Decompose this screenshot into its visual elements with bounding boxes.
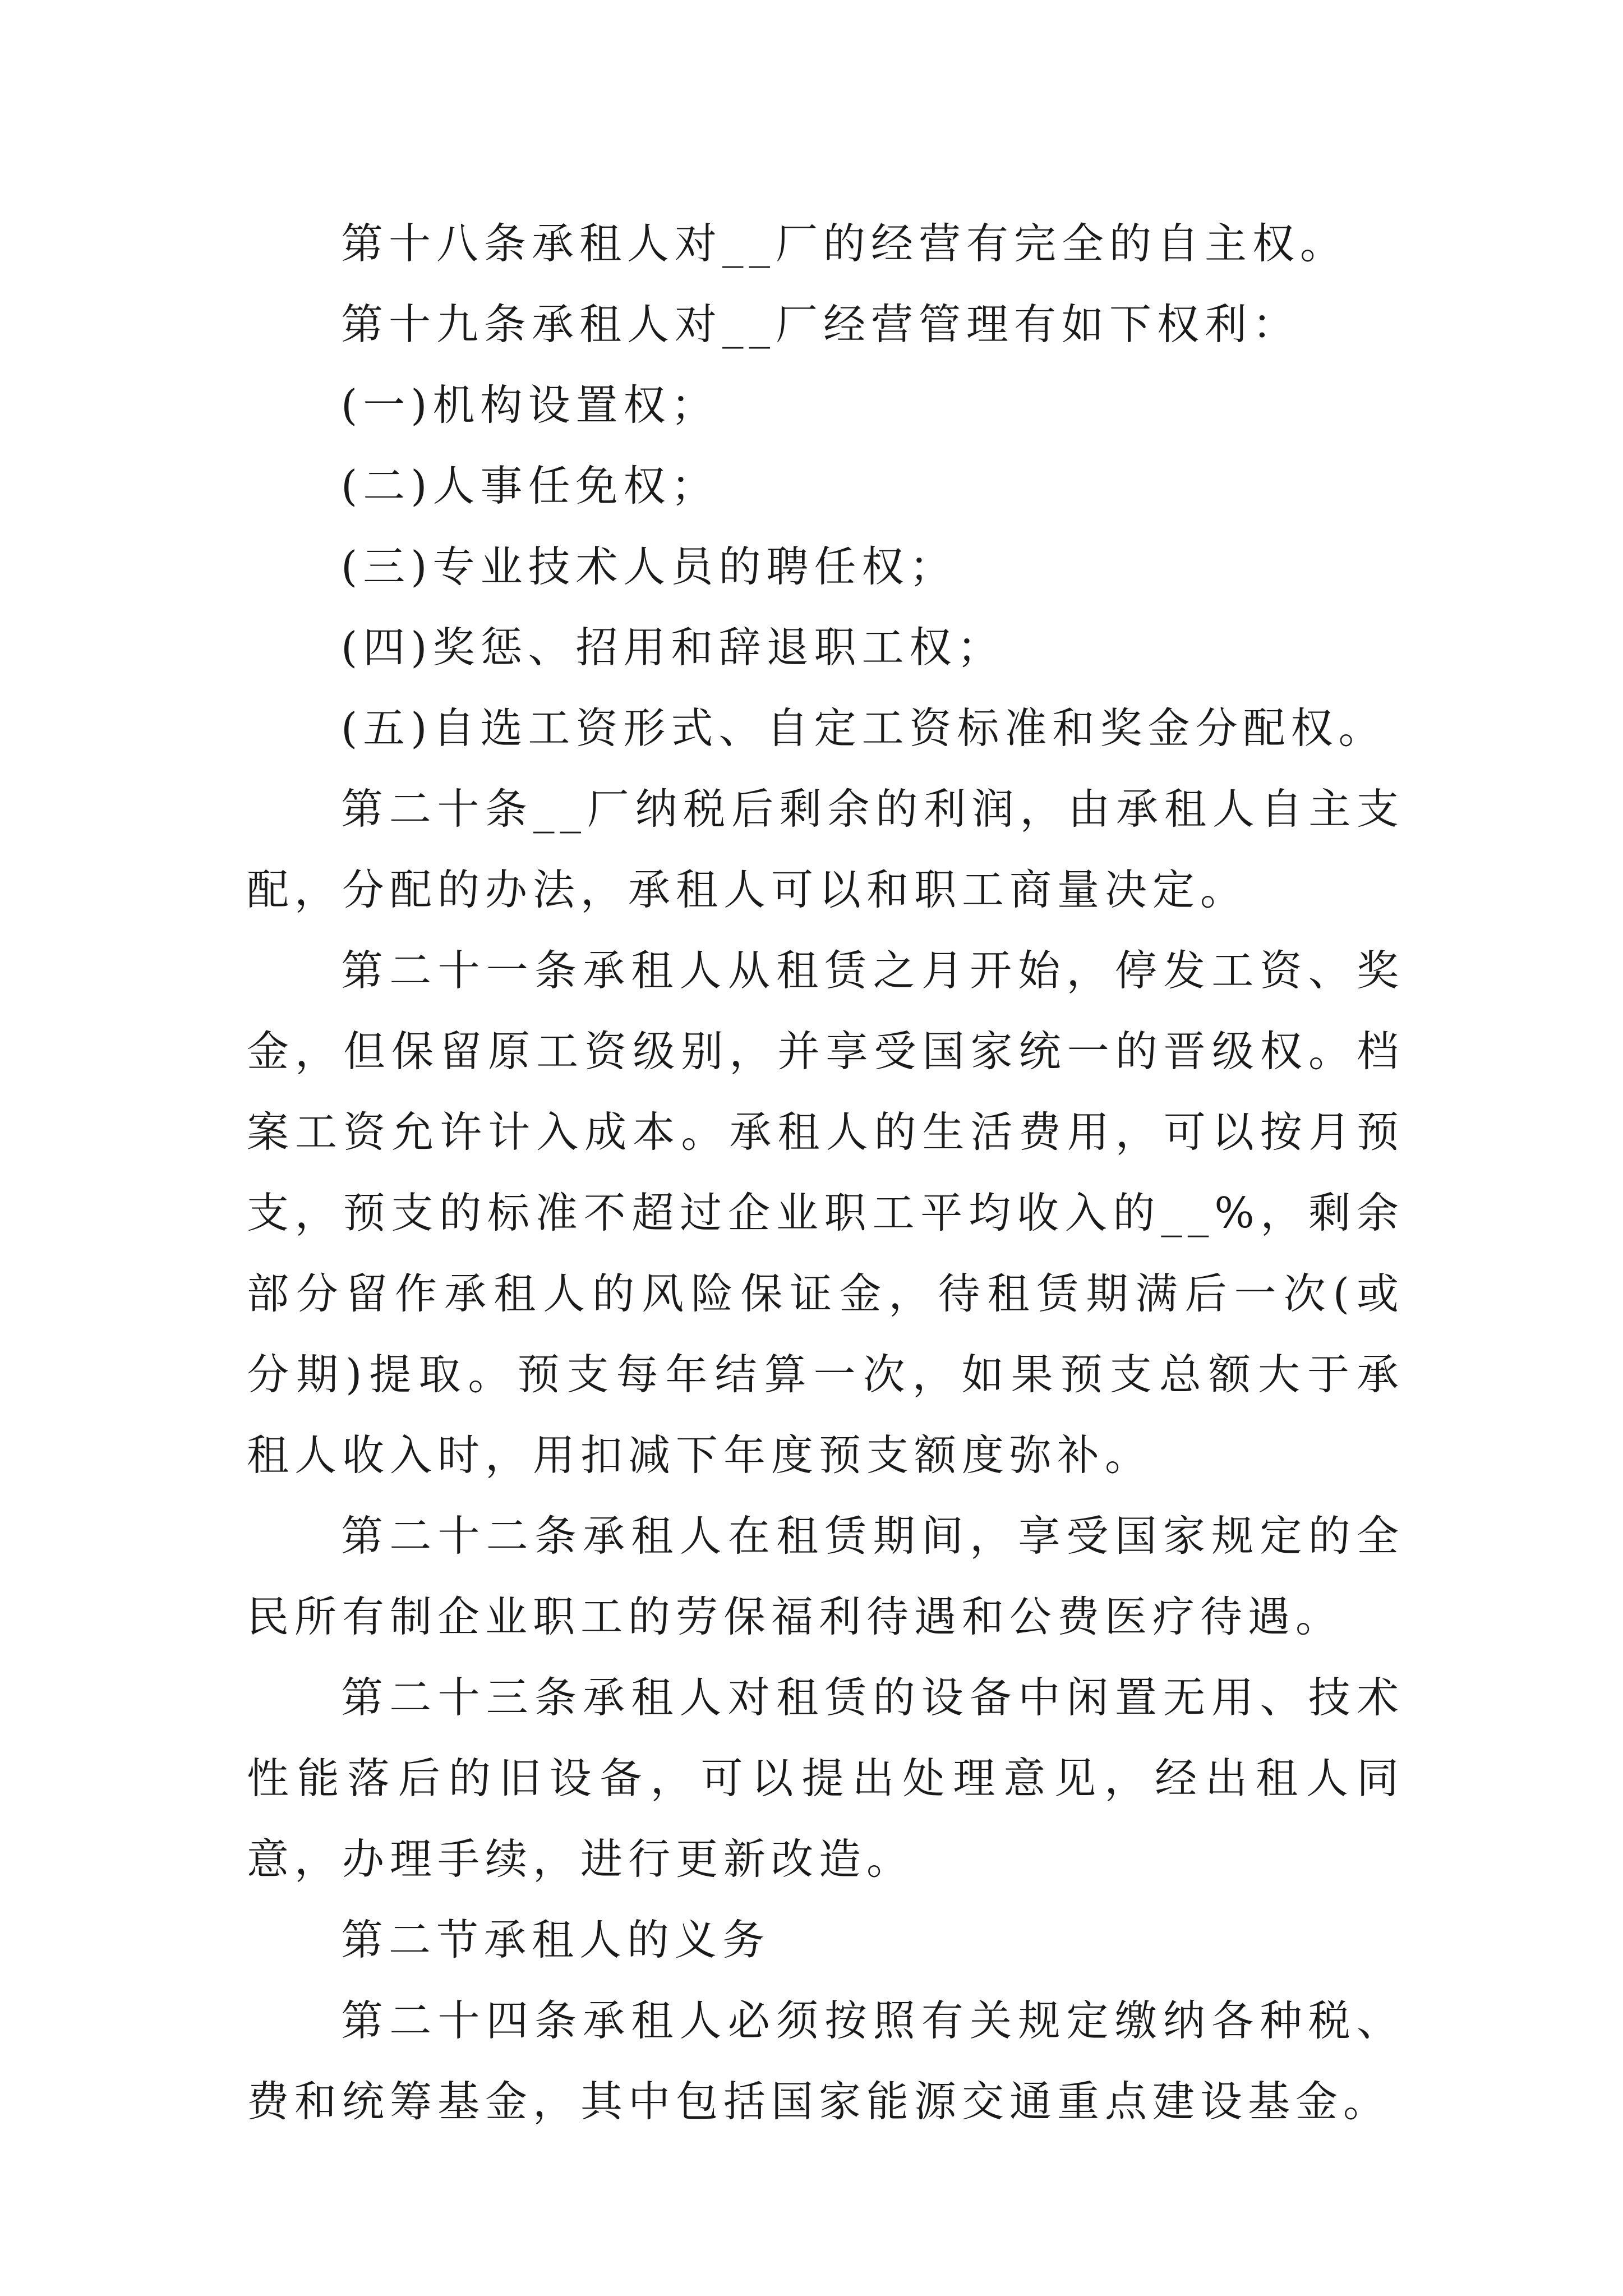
list-item-right-2: (二)人事任免权； <box>341 461 719 510</box>
paragraph-article-23: 第二十三条承租人对租赁的设备中闲置无用、技术性能落后的旧设备，可以提出处理意见，经出租人同意，办理手续，进行更新改造。 <box>247 1673 1404 1884</box>
list-item-right-3: (三)专业技术人员的聘任权； <box>341 542 957 591</box>
list-item-right-1: (一)机构设置权； <box>341 380 719 430</box>
paragraph-article-24: 第二十四条承租人必须按照有关规定缴纳各种税、费和统筹基金，其中包括国家能源交通重点建设基金。 <box>247 1996 1404 2126</box>
paragraph-article-22: 第二十二条承租人在租赁期间，享受国家规定的全民所有制企业职工的劳保福利待遇和公费医疗待遇。 <box>247 1511 1404 1641</box>
paragraph-article-19: 第十九条承租人对__厂经营管理有如下权利： <box>341 300 1301 349</box>
list-item-right-4: (四)奖惩、招用和辞退职工权； <box>341 623 1005 672</box>
section-heading-lessee-obligations: 第二节承租人的义务 <box>341 1915 771 1964</box>
paragraph-article-18: 第十八条承租人对__厂的经营有完全的自主权。 <box>341 219 1348 268</box>
paragraph-article-20: 第二十条__厂纳税后剩余的利润，由承租人自主支配，分配的办法，承租人可以和职工商量决定。 <box>247 784 1404 914</box>
paragraph-article-21: 第二十一条承租人从租赁之月开始，停发工资、奖金，但保留原工资级别，并享受国家统一的晋级权。档案工资允许计入成本。承租人的生活费用，可以按月预支，预支的标准不超过企业职工平均收入的__%，剩余部分留作承租人的风险保证金，待租赁期满后一次(或分期)提取。预支每年结算一次，如果预支总额大于承租人收入时，用扣减下年度预支额度弥补。 <box>247 946 1404 1480</box>
list-item-right-5: (五)自选工资形式、自定工资标准和奖金分配权。 <box>341 703 1386 753</box>
